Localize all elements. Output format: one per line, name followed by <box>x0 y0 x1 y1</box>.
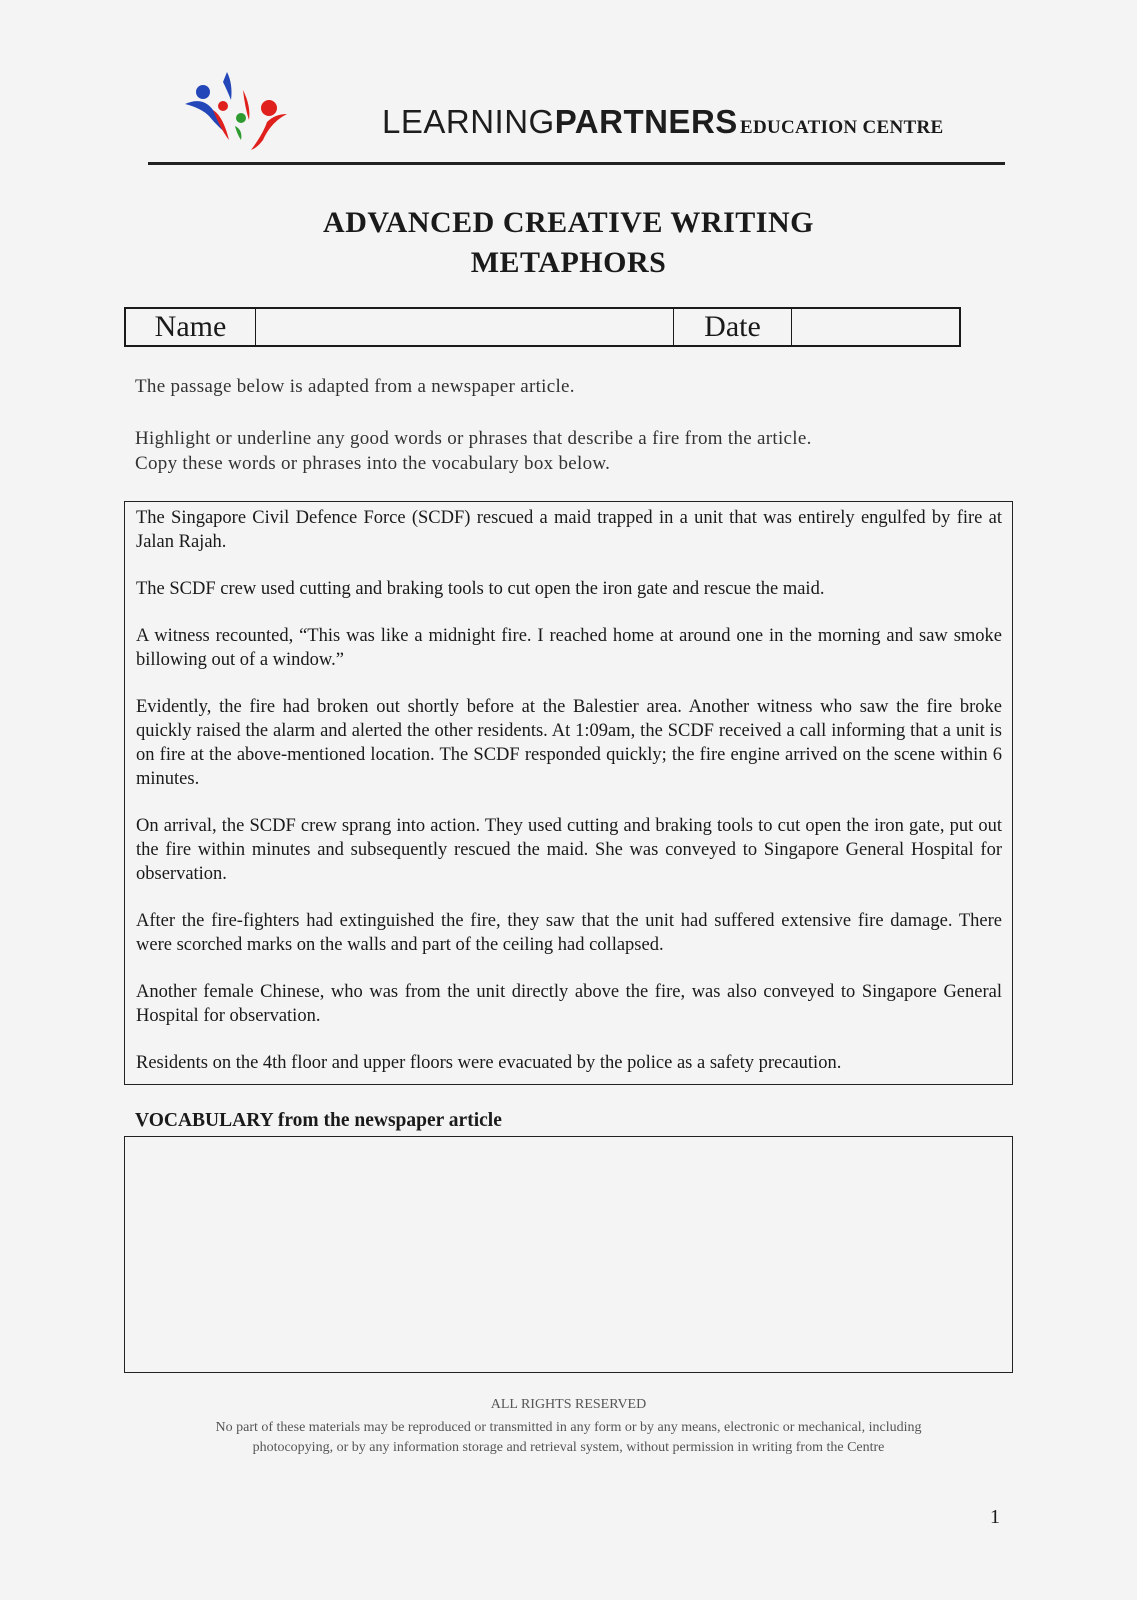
instruction-line-3: Copy these words or phrases into the vocabulary box below. <box>135 453 611 474</box>
name-field[interactable] <box>256 309 674 345</box>
logo-figures-icon <box>185 72 287 150</box>
legal-line-2: photocopying, or by any information storage and retrieval system, without permission in writing from the Centre <box>252 1440 885 1455</box>
article-paragraph: Residents on the 4th floor and upper floors were evacuated by the police as a safety precaution. <box>136 1053 842 1073</box>
article-box <box>124 501 1013 1085</box>
rights-notice: ALL RIGHTS RESERVED <box>490 1397 647 1412</box>
article-paragraph: A witness recounted, “This was like a midnight fire. I reached home at around one in the morning and saw smoke billowing out of a window.” <box>136 626 1002 670</box>
legal-line-1: No part of these materials may be reproduced or transmitted in any form or by any means, electronic or mechanical, including <box>215 1420 922 1435</box>
article-paragraph: Evidently, the fire had broken out shortly before at the Balestier area. Another witness who saw the fire broke quickly raised the alarm and alerted the other residents. At 1:09am, the SCDF received a call informing that a unit is on fire at the above-mentioned location. The SCDF responded quickly; the fire engine arrived on the scene within 6 minutes. <box>136 697 1002 789</box>
article-paragraph: The SCDF crew used cutting and braking tools to cut open the iron gate and rescue the maid. <box>136 579 825 599</box>
page-number: 1 <box>990 1506 1000 1528</box>
name-label: Name <box>126 309 256 345</box>
date-label: Date <box>674 309 792 345</box>
header-divider <box>148 162 1005 165</box>
article-paragraph: The Singapore Civil Defence Force (SCDF) rescued a maid trapped in a unit that was entirely engulfed by fire at Jalan Rajah. <box>136 508 1002 552</box>
instruction-line-1: The passage below is adapted from a newspaper article. <box>135 376 575 397</box>
article-paragraph: On arrival, the SCDF crew sprang into action. They used cutting and braking tools to cut open the iron gate, put out the fire within minutes and subsequently rescued the maid. She was conveyed to Singapore General Hospital for observation. <box>136 816 1002 884</box>
name-date-table <box>124 307 961 347</box>
brand-name-bold: PARTNERS <box>554 103 738 140</box>
article-paragraph: After the fire-fighters had extinguished the fire, they saw that the unit had suffered extensive fire damage. There were scorched marks on the walls and part of the ceiling had collapsed. <box>136 911 1002 955</box>
legal-notice <box>140 1418 997 1458</box>
brand-name-light: LEARNING <box>382 103 555 140</box>
learning-partners-logo <box>183 70 295 152</box>
brand-subtitle: EDUCATION CENTRE <box>740 117 944 138</box>
brand-name <box>382 103 738 141</box>
date-field[interactable] <box>792 309 959 345</box>
vocabulary-label: VOCABULARY from the newspaper article <box>135 1110 502 1131</box>
vocabulary-box[interactable] <box>124 1136 1013 1373</box>
worksheet-title: ADVANCED CREATIVE WRITING <box>323 206 814 239</box>
instruction-line-2: Highlight or underline any good words or phrases that describe a fire from the article. <box>135 428 812 449</box>
article-paragraph: Another female Chinese, who was from the unit directly above the fire, was also conveyed to Singapore General Hospital for observation. <box>136 982 1002 1026</box>
worksheet-subtitle: METAPHORS <box>470 246 667 279</box>
